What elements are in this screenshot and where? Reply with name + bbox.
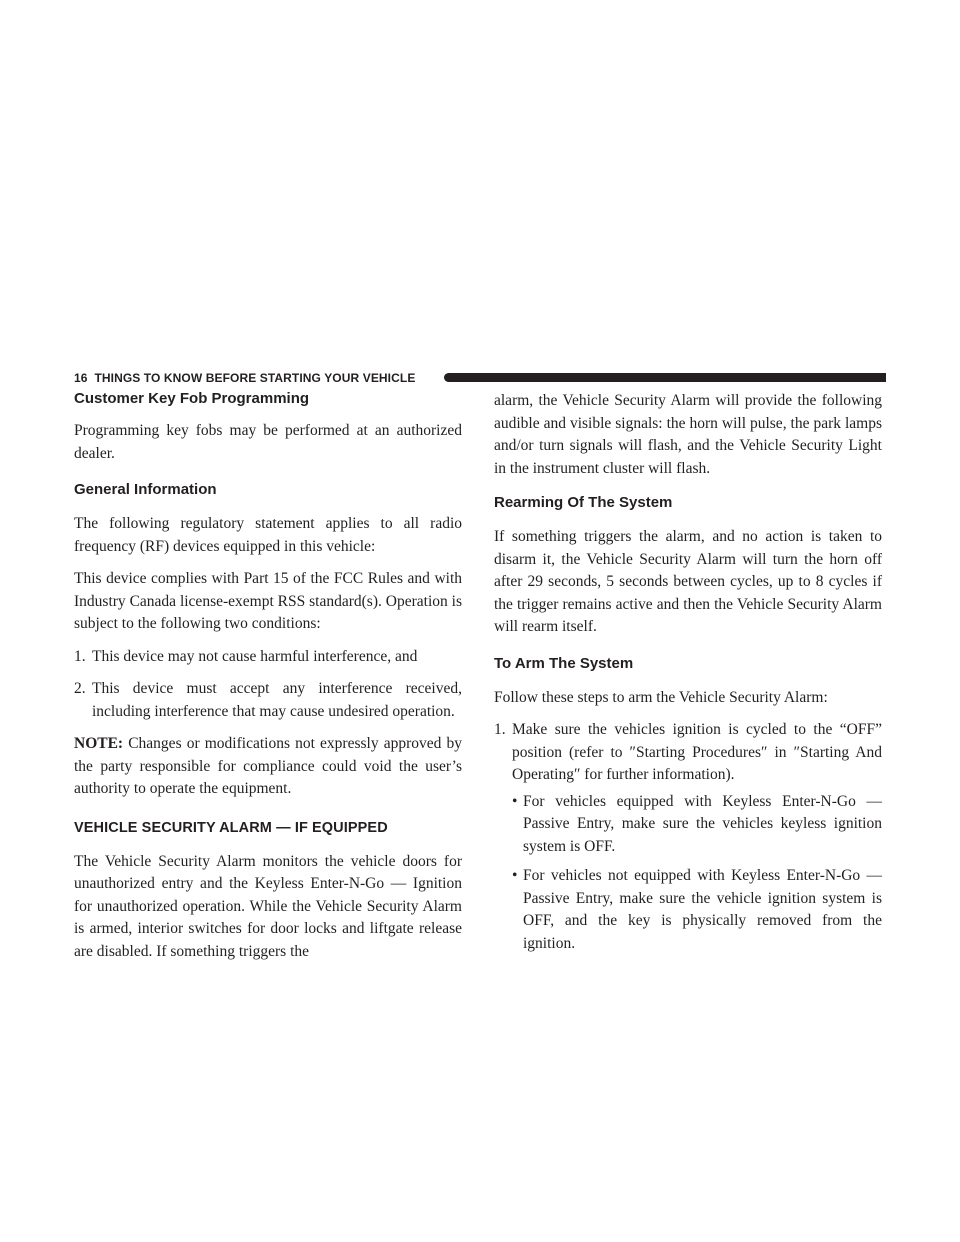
heading-security-alarm: VEHICLE SECURITY ALARM — IF EQUIPPED: [74, 819, 388, 836]
list-marker: 1.: [494, 721, 506, 738]
header-text: [74, 371, 415, 385]
note-text: Changes or modifications not expressly approved by the party responsible for compliance could void the user’s authority to operate the equipment.: [74, 735, 462, 797]
key-fob-text: Programming key fobs may be performed at an authorized dealer.: [74, 422, 462, 462]
list-item: [494, 719, 882, 787]
list-marker: 2.: [74, 680, 86, 697]
rearming-text: If something triggers the alarm, and no action is taken to disarm it, the Vehicle Security Alarm will turn the horn off after 29 seconds, 5 seconds between cycles, up to 8 cycles if the trigger remains active and then the Vehicle Security Alarm will rearm itself.: [494, 528, 882, 635]
general-p2: This device complies with Part 15 of the FCC Rules and with Industry Canada license-exempt RSS standard(s). Operation is subject to the following two conditions:: [74, 570, 462, 632]
bullet-item: [494, 865, 882, 955]
list-item: [74, 678, 462, 723]
bullet-text: For vehicles equipped with Keyless Enter-N-Go — Passive Entry, make sure the vehicles keyless ignition system is OFF.: [523, 792, 882, 855]
alarm-continued-text: alarm, the Vehicle Security Alarm will provide the following audible and visible signals: the horn will pulse, the park lamps and/or turn signals will flash, and the Vehicle Security Light in the instrument cluster will flash.: [494, 392, 882, 477]
general-p1: The following regulatory statement applies to all radio frequency (RF) devices equipped in this vehicle:: [74, 515, 462, 555]
list-marker: 1.: [74, 647, 86, 665]
list-text: Make sure the vehicles ignition is cycled to the “OFF” position (refer to ″Starting Procedures″ in ″Starting And Operating″ for further information).: [512, 721, 882, 783]
note-paragraph: [74, 733, 462, 801]
list-text: This device must accept any interference received, including interference that may cause undesired operation.: [92, 680, 462, 720]
heading-key-fob: Customer Key Fob Programming: [74, 390, 310, 407]
bullet-text: For vehicles not equipped with Keyless Enter-N-Go — Passive Entry, make sure the vehicle ignition system is OFF, and the key is physically removed from the ignition.: [523, 867, 882, 952]
bullet-item: [494, 791, 882, 859]
page-number: 16: [74, 371, 88, 385]
heading-general-info: General Information: [74, 481, 217, 498]
section-title: THINGS TO KNOW BEFORE STARTING YOUR VEHICLE: [94, 371, 416, 385]
heading-arm-system: To Arm The System: [494, 654, 634, 672]
page-header: [74, 370, 886, 386]
list-item: [74, 646, 462, 669]
right-column: [494, 390, 882, 955]
list-text: This device may not cause harmful interference, and: [92, 647, 418, 665]
header-rule: [444, 373, 886, 382]
note-label: NOTE:: [74, 735, 124, 752]
bullet-marker: •: [512, 792, 518, 810]
bullet-marker: •: [512, 867, 518, 884]
left-column: [74, 390, 462, 963]
alarm-text: The Vehicle Security Alarm monitors the vehicle doors for unauthorized entry and the Keyless Enter-N-Go — Ignition for unauthorized operation. While the Vehicle Security Alarm is armed, interior switches for door locks and liftgate release are disabled. If something triggers the: [74, 852, 462, 960]
arm-intro: Follow these steps to arm the Vehicle Security Alarm:: [494, 688, 828, 706]
heading-rearming: Rearming Of The System: [494, 494, 673, 511]
